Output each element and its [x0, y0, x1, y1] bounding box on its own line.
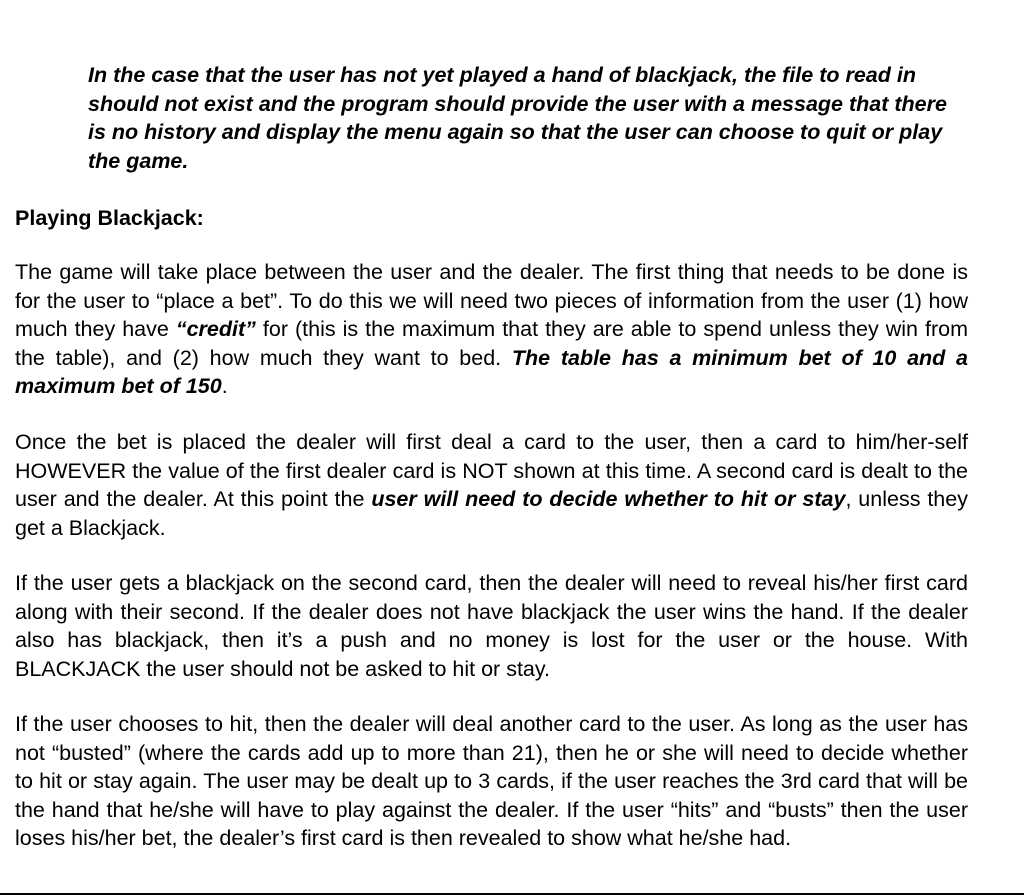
paragraph-text: , unless they get a Blackjack. — [15, 487, 968, 540]
paragraph-hit: If the user chooses to hit, then the dealer will deal another card to the user. As long as the user has not “busted” (where the cards add up to more than 21), then he or she will need to decide whether to hit or stay again. The user may be dealt up to 3 cards, if the user reaches the 3rd card that will be the hand that he/she will have to play against the dealer. If the user “hits” and “busts” then the user loses his/her bet, the dealer’s first card is then revealed to show what he/she had. — [15, 712, 968, 850]
intro-note: In the case that the user has not yet played a hand of blackjack, the file to read in should not exist and the program should provide the user with a message that there is no history and display the menu again so that the user can choose to quit or play the game. — [88, 63, 947, 173]
paragraph-dealing — [15, 428, 968, 542]
paragraph-text: for (this is the maximum that they are able to spend unless they win from the table), and (2) how much they want to bed. — [15, 317, 968, 370]
paragraph-text: Once the bet is placed the dealer will first deal a card to the user, then a card to him/her-self HOWEVER the value of the first dealer card is NOT shown at this time. A second card is dealt to the user and the dealer. At this point the — [15, 430, 968, 511]
section-heading: Playing Blackjack: — [15, 206, 204, 230]
credit-emphasis: “credit” — [175, 317, 256, 341]
bottom-rule — [0, 893, 1024, 895]
paragraph-placing-bet — [15, 258, 968, 401]
table-limits-emphasis: The table has a minimum bet of 10 and a maximum bet of 150 — [15, 345, 968, 398]
paragraph-text: . — [221, 374, 228, 398]
paragraph-text: The game will take place between the user and the dealer. The first thing that needs to be done is for the user to “place a bet”. To do this we will need two pieces of information from the user (1) how much they have — [15, 260, 968, 341]
hit-or-stay-emphasis: user will need to decide whether to hit or stay — [371, 487, 846, 511]
paragraph-blackjack: If the user gets a blackjack on the second card, then the dealer will need to reveal his/her first card along with their second. If the dealer does not have blackjack the user wins the hand. If the dealer also has blackjack, then it’s a push and no money is lost for the user or the house. With BLACKJACK the user should not be asked to hit or stay. — [15, 571, 968, 681]
